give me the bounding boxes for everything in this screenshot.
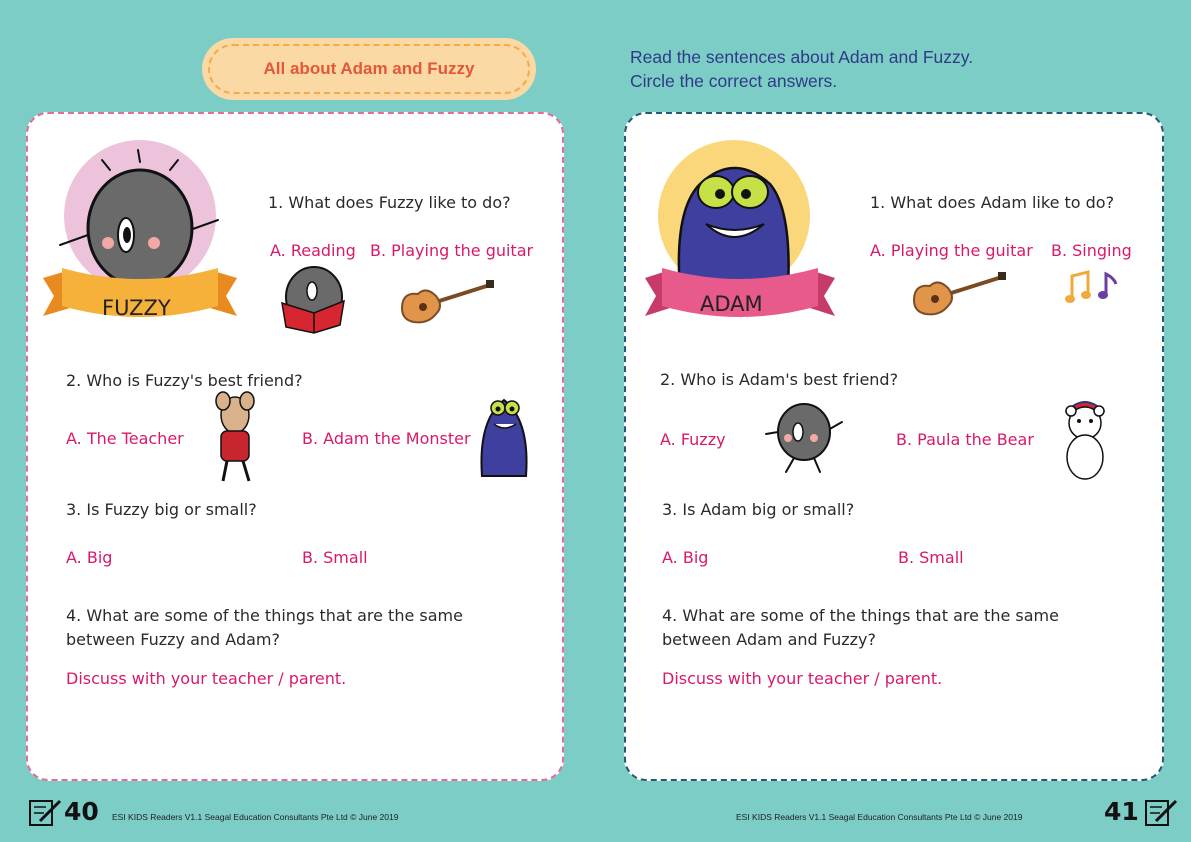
guitar-icon [398, 278, 498, 328]
q1-question: 1. What does Fuzzy like to do? [268, 193, 511, 212]
instruction-line-2: Circle the correct answers. [630, 71, 838, 91]
r-q1-answer-a[interactable]: A. Playing the guitar [870, 241, 1033, 260]
r-q3-question: 3. Is Adam big or small? [662, 500, 855, 519]
q2-question: 2. Who is Fuzzy's best friend? [66, 371, 303, 390]
q2-answer-b[interactable]: B. Adam the Monster [302, 429, 471, 448]
q2-answer-a[interactable]: A. The Teacher [66, 429, 184, 448]
guitar-icon-2 [910, 270, 1010, 320]
title-banner [202, 38, 536, 100]
r-q2-question: 2. Who is Adam's best friend? [660, 370, 899, 389]
adam-name-label: ADAM [700, 292, 763, 316]
instruction-line-1: Read the sentences about Adam and Fuzzy. [630, 47, 974, 67]
q1-answer-a[interactable]: A. Reading [270, 241, 356, 260]
r-q1-question: 1. What does Adam like to do? [870, 193, 1115, 212]
page-number-left: 40 [64, 797, 99, 826]
fuzzy-small-icon [764, 398, 844, 474]
q4-question: 4. What are some of the things that are the same between Fuzzy and Adam? [66, 606, 463, 649]
paula-bear-icon [1055, 393, 1115, 485]
instructions [630, 45, 973, 93]
page-number-right: 41 [1104, 797, 1139, 826]
page-title: All about Adam and Fuzzy [208, 44, 530, 94]
r-q3-answer-b[interactable]: B. Small [898, 548, 964, 567]
q4-answer: Discuss with your teacher / parent. [66, 669, 347, 688]
q3-answer-a[interactable]: A. Big [66, 548, 113, 567]
music-notes-icon [1066, 268, 1122, 308]
r-q4-question: 4. What are some of the things that are the same between Adam and Fuzzy? [662, 606, 1059, 649]
fuzzy-name-label: FUZZY [102, 296, 171, 320]
q3-answer-b[interactable]: B. Small [302, 548, 368, 567]
footer-right: ESI KIDS Readers V1.1 Seagal Education Consultants Pte Ltd © June 2019 [736, 812, 1023, 822]
adam-monster-icon [476, 390, 532, 480]
r-q4-answer: Discuss with your teacher / parent. [662, 669, 943, 688]
notebook-pencil-icon-right [1144, 797, 1178, 827]
notebook-pencil-icon [28, 797, 62, 827]
r-q2-answer-b[interactable]: B. Paula the Bear [896, 430, 1034, 449]
r-q1-answer-b[interactable]: B. Singing [1051, 241, 1132, 260]
footer-left: ESI KIDS Readers V1.1 Seagal Education Consultants Pte Ltd © June 2019 [112, 812, 399, 822]
q1-answer-b[interactable]: B. Playing the guitar [370, 241, 534, 260]
r-q3-answer-a[interactable]: A. Big [662, 548, 709, 567]
reading-fuzzy-icon [278, 265, 348, 335]
teacher-icon [205, 393, 265, 485]
r-q2-answer-a[interactable]: A. Fuzzy [660, 430, 726, 449]
q3-question: 3. Is Fuzzy big or small? [66, 500, 257, 519]
